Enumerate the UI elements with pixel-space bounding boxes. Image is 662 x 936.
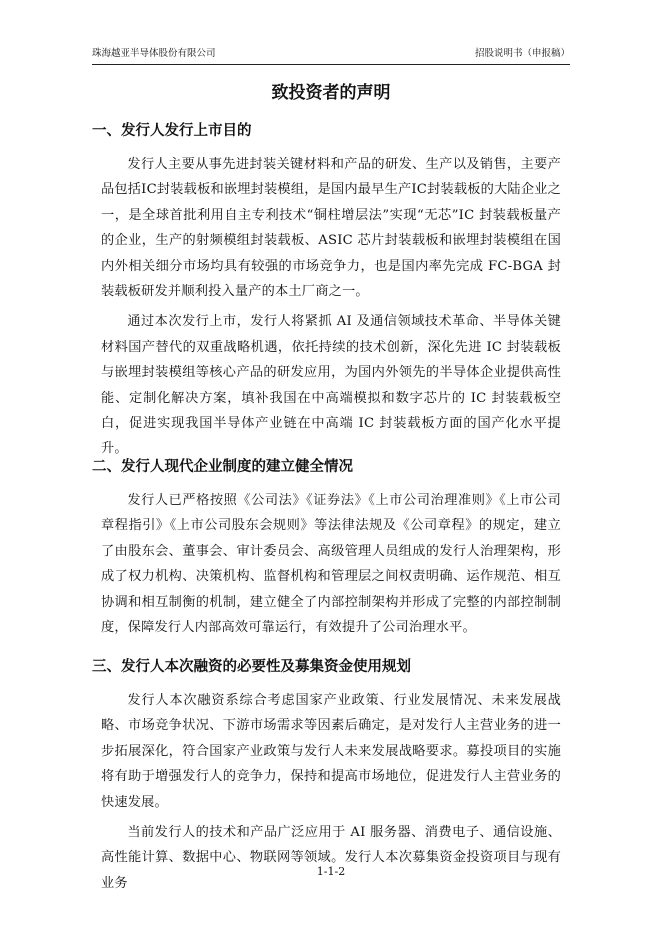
section-3-paragraph-2: 当前发行人的技术和产品广泛应用于 AI 服务器、消费电子、通信设施、高性能计算、数据中心、物联网等领域。发行人本次募集资金投资项目与现有业务: [101, 825, 561, 891]
section-3-heading: 三、发行人本次融资的必要性及募集资金使用规划: [92, 659, 411, 675]
section-3: [92, 656, 561, 896]
header-document-type: 招股说明书（申报稿）: [474, 48, 570, 59]
section-1-heading: 一、发行人发行上市目的: [92, 123, 252, 139]
section-2-paragraph-1: 发行人已严格按照《公司法》《证券法》《上市公司治理准则》《上市公司章程指引》《上市公司股东会规则》等法律法规及《公司章程》的规定，建立了由股东会、董事会、审计委员会、高级管理人员组成的发行人治理架构，形成了权力机构、决策机构、监督机构和管理层之间权责明确、运作规范、相互协调和相互制衡的机制，建立健全了内部控制架构并形成了完整的内部控制制度，保障发行人内部高效可靠运行，有效提升了公司治理水平。: [101, 493, 561, 636]
section-3-paragraph-1: 发行人本次融资系综合考虑国家产业政策、行业发展情况、未来发展战略、市场竞争状况、下游市场需求等因素后确定，是对发行人主营业务的进一步拓展深化，符合国家产业政策与发行人未来发展战略要求。募投项目的实施将有助于增强发行人的竞争力，保持和提高市场地位，促进发行人主营业务的快速发展。: [101, 693, 561, 810]
page-title: 致投资者的声明: [271, 83, 391, 103]
section-2-heading: 二、发行人现代企业制度的建立健全情况: [92, 459, 353, 475]
section-1-paragraph-1: 发行人主要从事先进封装关键材料和产品的研发、生产以及销售，主要产品包括IC封装载板和嵌埋封装模组，是国内最早生产IC封装载板的大陆企业之一，是全球首批利用自主专利技术“铜柱增层法”实现“无芯”IC 封装载板量产的企业，生产的射频模组封装载板、ASIC 芯片封装载板和嵌埋封装模组在国内外相关细分市场均具有较强的市场竞争力，也是国内率先完成 FC-BGA 封装载板研发并顺利投入量产的本土厂商之一。: [101, 157, 561, 300]
section-1-paragraph-2: 通过本次发行上市，发行人将紧抓 AI 及通信领域技术革命、半导体关键材料国产替代的双重战略机遇，依托持续的技术创新，深化先进 IC 封装载板与嵌埋封装模组等核心产品的研发应用，为国内外领先的半导体企业提供高性能、定制化解决方案，填补我国在中高端模拟和数字芯片的 IC 封装载板空白，促进实现我国半导体产业链在中高端 IC 封装载板方面的国产化水平提升。: [101, 314, 561, 457]
section-2: [92, 456, 561, 640]
section-1: [92, 120, 561, 462]
page-header: [92, 44, 570, 65]
page-number: 1-1-2: [316, 865, 346, 878]
header-company-name: 珠海越亚半导体股份有限公司: [92, 48, 216, 59]
